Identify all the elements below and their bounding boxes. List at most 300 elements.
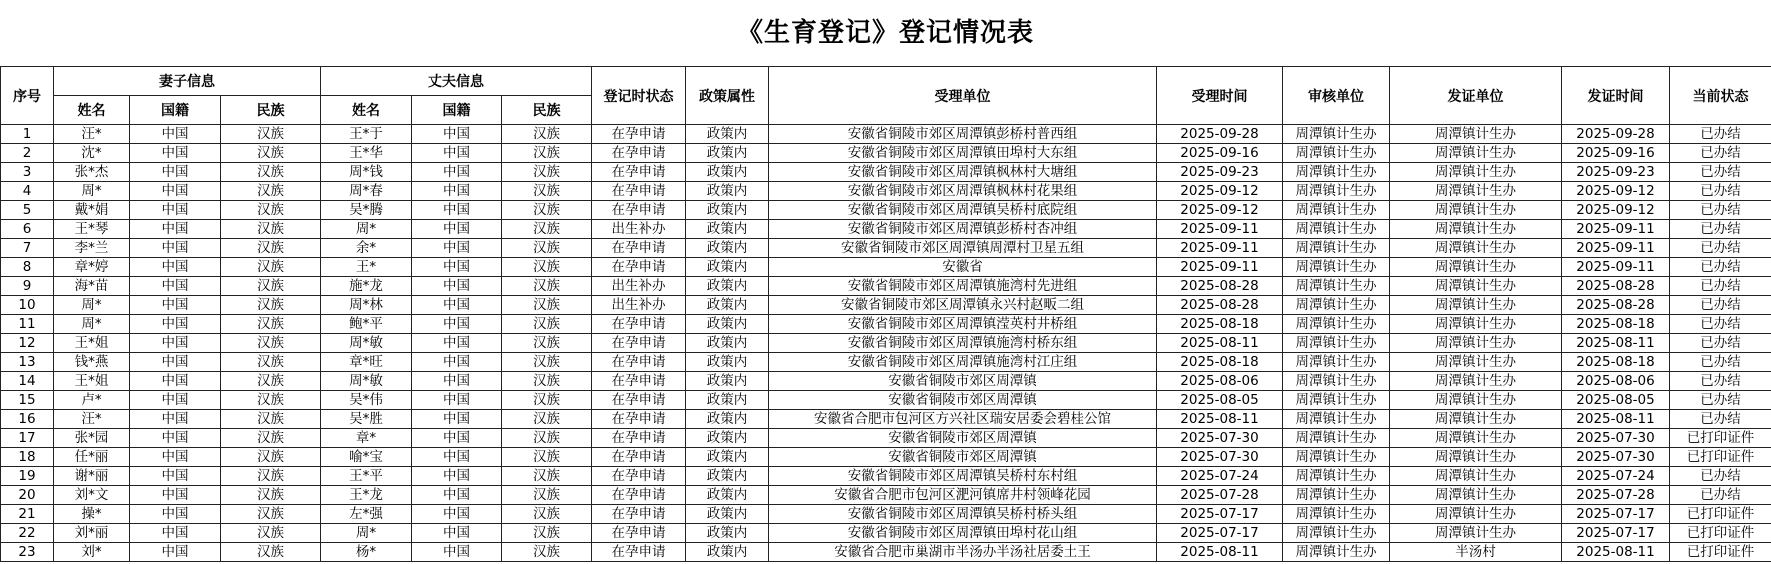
- cell-wife-name: 操*: [54, 505, 130, 524]
- cell-husband-name: 吴*胜: [321, 410, 412, 429]
- table-body: [1, 125, 1771, 562]
- cell-issue-unit: 周潭镇计生办: [1390, 182, 1562, 201]
- cell-wife-ethnicity: 汉族: [221, 239, 321, 258]
- cell-accept-time: 2025-09-11: [1157, 258, 1283, 277]
- table-row: [1, 448, 1771, 467]
- cell-policy: 政策内: [686, 543, 769, 562]
- cell-husband-nationality: 中国: [412, 486, 502, 505]
- cell-reg-status: 在孕申请: [592, 505, 686, 524]
- table-row: [1, 163, 1771, 182]
- cell-reg-status: 出生补办: [592, 296, 686, 315]
- cell-review-unit: 周潭镇计生办: [1283, 144, 1390, 163]
- cell-accept-unit: 安徽省铜陵市郊区周潭镇施湾村桥东组: [769, 334, 1157, 353]
- cell-review-unit: 周潭镇计生办: [1283, 429, 1390, 448]
- cell-issue-time: 2025-08-28: [1562, 296, 1670, 315]
- cell-husband-ethnicity: 汉族: [502, 391, 592, 410]
- cell-wife-name: 李*兰: [54, 239, 130, 258]
- cell-seq: 2: [1, 144, 54, 163]
- cell-husband-nationality: 中国: [412, 239, 502, 258]
- cell-husband-nationality: 中国: [412, 144, 502, 163]
- cell-wife-ethnicity: 汉族: [221, 334, 321, 353]
- table-row: [1, 524, 1771, 543]
- cell-wife-name: 周*: [54, 296, 130, 315]
- cell-accept-unit: 安徽省铜陵市郊区周潭镇田埠村大东组: [769, 144, 1157, 163]
- cell-issue-unit: 周潭镇计生办: [1390, 353, 1562, 372]
- cell-wife-nationality: 中国: [130, 353, 221, 372]
- cell-review-unit: 周潭镇计生办: [1283, 543, 1390, 562]
- table-row: [1, 372, 1771, 391]
- cell-review-unit: 周潭镇计生办: [1283, 201, 1390, 220]
- cell-current-status: 已办结: [1670, 144, 1771, 163]
- cell-wife-ethnicity: 汉族: [221, 543, 321, 562]
- cell-seq: 21: [1, 505, 54, 524]
- cell-issue-unit: 周潭镇计生办: [1390, 258, 1562, 277]
- registration-table: [0, 66, 1771, 562]
- cell-issue-unit: 周潭镇计生办: [1390, 429, 1562, 448]
- cell-review-unit: 周潭镇计生办: [1283, 277, 1390, 296]
- cell-policy: 政策内: [686, 315, 769, 334]
- cell-accept-unit: 安徽省: [769, 258, 1157, 277]
- header-husband-name: 姓名: [321, 96, 412, 125]
- table-row: [1, 258, 1771, 277]
- cell-policy: 政策内: [686, 372, 769, 391]
- cell-issue-unit: 周潭镇计生办: [1390, 486, 1562, 505]
- cell-current-status: 已办结: [1670, 315, 1771, 334]
- cell-issue-unit: 周潭镇计生办: [1390, 467, 1562, 486]
- cell-current-status: 已办结: [1670, 467, 1771, 486]
- cell-wife-nationality: 中国: [130, 429, 221, 448]
- cell-review-unit: 周潭镇计生办: [1283, 334, 1390, 353]
- header-husband-nationality: 国籍: [412, 96, 502, 125]
- cell-issue-time: 2025-08-18: [1562, 315, 1670, 334]
- cell-wife-nationality: 中国: [130, 182, 221, 201]
- cell-husband-ethnicity: 汉族: [502, 163, 592, 182]
- cell-policy: 政策内: [686, 410, 769, 429]
- cell-issue-time: 2025-09-12: [1562, 182, 1670, 201]
- table-row: [1, 334, 1771, 353]
- cell-reg-status: 在孕申请: [592, 429, 686, 448]
- cell-wife-nationality: 中国: [130, 391, 221, 410]
- cell-issue-time: 2025-09-16: [1562, 144, 1670, 163]
- cell-issue-time: 2025-08-11: [1562, 334, 1670, 353]
- cell-husband-nationality: 中国: [412, 125, 502, 144]
- cell-accept-time: 2025-08-11: [1157, 410, 1283, 429]
- cell-issue-time: 2025-07-17: [1562, 524, 1670, 543]
- cell-husband-ethnicity: 汉族: [502, 448, 592, 467]
- cell-wife-name: 王*姐: [54, 372, 130, 391]
- cell-wife-name: 谢*丽: [54, 467, 130, 486]
- cell-issue-time: 2025-09-23: [1562, 163, 1670, 182]
- cell-wife-name: 王*姐: [54, 334, 130, 353]
- cell-seq: 13: [1, 353, 54, 372]
- cell-husband-ethnicity: 汉族: [502, 353, 592, 372]
- cell-accept-time: 2025-08-18: [1157, 353, 1283, 372]
- cell-husband-name: 鲍*平: [321, 315, 412, 334]
- cell-policy: 政策内: [686, 277, 769, 296]
- cell-policy: 政策内: [686, 448, 769, 467]
- cell-accept-unit: 安徽省铜陵市郊区周潭镇田埠村花山组: [769, 524, 1157, 543]
- cell-accept-unit: 安徽省铜陵市郊区周潭镇施湾村先进组: [769, 277, 1157, 296]
- cell-wife-nationality: 中国: [130, 258, 221, 277]
- cell-wife-nationality: 中国: [130, 505, 221, 524]
- cell-husband-nationality: 中国: [412, 410, 502, 429]
- cell-accept-unit: 安徽省铜陵市郊区周潭镇吴桥村桥头组: [769, 505, 1157, 524]
- cell-husband-ethnicity: 汉族: [502, 315, 592, 334]
- table-row: [1, 144, 1771, 163]
- cell-wife-nationality: 中国: [130, 486, 221, 505]
- cell-issue-time: 2025-09-11: [1562, 220, 1670, 239]
- cell-seq: 3: [1, 163, 54, 182]
- cell-husband-name: 王*龙: [321, 486, 412, 505]
- cell-issue-unit: 周潭镇计生办: [1390, 448, 1562, 467]
- cell-reg-status: 在孕申请: [592, 486, 686, 505]
- cell-reg-status: 在孕申请: [592, 163, 686, 182]
- cell-wife-ethnicity: 汉族: [221, 315, 321, 334]
- cell-husband-nationality: 中国: [412, 334, 502, 353]
- cell-accept-unit: 安徽省铜陵市郊区周潭镇吴桥村东村组: [769, 467, 1157, 486]
- header-wife-group: 妻子信息: [54, 67, 321, 96]
- cell-wife-ethnicity: 汉族: [221, 201, 321, 220]
- cell-husband-name: 吴*伟: [321, 391, 412, 410]
- cell-wife-ethnicity: 汉族: [221, 144, 321, 163]
- cell-husband-name: 周*春: [321, 182, 412, 201]
- cell-husband-name: 王*于: [321, 125, 412, 144]
- cell-wife-ethnicity: 汉族: [221, 372, 321, 391]
- cell-policy: 政策内: [686, 163, 769, 182]
- cell-husband-name: 周*敏: [321, 372, 412, 391]
- cell-current-status: 已办结: [1670, 277, 1771, 296]
- cell-current-status: 已办结: [1670, 258, 1771, 277]
- cell-wife-ethnicity: 汉族: [221, 505, 321, 524]
- cell-issue-time: 2025-08-06: [1562, 372, 1670, 391]
- cell-review-unit: 周潭镇计生办: [1283, 182, 1390, 201]
- cell-review-unit: 周潭镇计生办: [1283, 239, 1390, 258]
- cell-reg-status: 在孕申请: [592, 524, 686, 543]
- table-row: [1, 239, 1771, 258]
- cell-current-status: 已办结: [1670, 239, 1771, 258]
- header-accept-unit: 受理单位: [769, 67, 1157, 125]
- cell-wife-name: 张*园: [54, 429, 130, 448]
- cell-wife-ethnicity: 汉族: [221, 353, 321, 372]
- cell-review-unit: 周潭镇计生办: [1283, 220, 1390, 239]
- cell-husband-name: 王*平: [321, 467, 412, 486]
- cell-seq: 9: [1, 277, 54, 296]
- cell-husband-ethnicity: 汉族: [502, 334, 592, 353]
- cell-accept-time: 2025-08-06: [1157, 372, 1283, 391]
- cell-accept-time: 2025-08-11: [1157, 543, 1283, 562]
- cell-issue-unit: 周潭镇计生办: [1390, 220, 1562, 239]
- table-row: [1, 220, 1771, 239]
- cell-reg-status: 在孕申请: [592, 315, 686, 334]
- cell-wife-name: 刘*文: [54, 486, 130, 505]
- cell-husband-ethnicity: 汉族: [502, 182, 592, 201]
- cell-issue-unit: 周潭镇计生办: [1390, 277, 1562, 296]
- cell-accept-time: 2025-09-12: [1157, 201, 1283, 220]
- cell-wife-name: 卢*: [54, 391, 130, 410]
- cell-seq: 4: [1, 182, 54, 201]
- cell-issue-time: 2025-09-11: [1562, 258, 1670, 277]
- cell-husband-nationality: 中国: [412, 201, 502, 220]
- cell-issue-unit: 周潭镇计生办: [1390, 296, 1562, 315]
- cell-husband-ethnicity: 汉族: [502, 144, 592, 163]
- cell-issue-time: 2025-09-11: [1562, 239, 1670, 258]
- cell-issue-unit: 周潭镇计生办: [1390, 163, 1562, 182]
- cell-wife-ethnicity: 汉族: [221, 277, 321, 296]
- cell-wife-name: 刘*丽: [54, 524, 130, 543]
- cell-policy: 政策内: [686, 486, 769, 505]
- cell-wife-nationality: 中国: [130, 144, 221, 163]
- cell-accept-unit: 安徽省铜陵市郊区周潭镇枫林村大塘组: [769, 163, 1157, 182]
- header-wife-nationality: 国籍: [130, 96, 221, 125]
- cell-seq: 11: [1, 315, 54, 334]
- cell-policy: 政策内: [686, 353, 769, 372]
- cell-wife-nationality: 中国: [130, 467, 221, 486]
- cell-husband-nationality: 中国: [412, 467, 502, 486]
- cell-current-status: 已办结: [1670, 201, 1771, 220]
- cell-husband-nationality: 中国: [412, 315, 502, 334]
- cell-reg-status: 在孕申请: [592, 334, 686, 353]
- cell-reg-status: 在孕申请: [592, 410, 686, 429]
- cell-seq: 17: [1, 429, 54, 448]
- cell-seq: 20: [1, 486, 54, 505]
- cell-husband-name: 喻*宝: [321, 448, 412, 467]
- header-issue-unit: 发证单位: [1390, 67, 1562, 125]
- cell-accept-time: 2025-09-11: [1157, 239, 1283, 258]
- cell-issue-unit: 周潭镇计生办: [1390, 334, 1562, 353]
- cell-issue-time: 2025-09-28: [1562, 125, 1670, 144]
- cell-wife-nationality: 中国: [130, 334, 221, 353]
- cell-issue-unit: 周潭镇计生办: [1390, 239, 1562, 258]
- cell-reg-status: 在孕申请: [592, 201, 686, 220]
- cell-current-status: 已打印证件: [1670, 429, 1771, 448]
- cell-husband-name: 吴*腾: [321, 201, 412, 220]
- cell-husband-nationality: 中国: [412, 220, 502, 239]
- cell-wife-nationality: 中国: [130, 239, 221, 258]
- cell-review-unit: 周潭镇计生办: [1283, 467, 1390, 486]
- cell-accept-time: 2025-08-28: [1157, 277, 1283, 296]
- cell-issue-time: 2025-09-12: [1562, 201, 1670, 220]
- cell-review-unit: 周潭镇计生办: [1283, 448, 1390, 467]
- cell-accept-unit: 安徽省铜陵市郊区周潭镇: [769, 391, 1157, 410]
- cell-review-unit: 周潭镇计生办: [1283, 353, 1390, 372]
- cell-wife-ethnicity: 汉族: [221, 125, 321, 144]
- table-row: [1, 391, 1771, 410]
- cell-review-unit: 周潭镇计生办: [1283, 163, 1390, 182]
- cell-seq: 10: [1, 296, 54, 315]
- page-title: 《生育登记》登记情况表: [736, 18, 1034, 48]
- cell-reg-status: 在孕申请: [592, 353, 686, 372]
- cell-husband-nationality: 中国: [412, 524, 502, 543]
- cell-accept-unit: 安徽省铜陵市郊区周潭镇永兴村赵畈二组: [769, 296, 1157, 315]
- cell-current-status: 已打印证件: [1670, 505, 1771, 524]
- cell-accept-time: 2025-07-17: [1157, 505, 1283, 524]
- cell-husband-nationality: 中国: [412, 258, 502, 277]
- cell-husband-ethnicity: 汉族: [502, 467, 592, 486]
- header-accept-time: 受理时间: [1157, 67, 1283, 125]
- cell-husband-ethnicity: 汉族: [502, 201, 592, 220]
- cell-wife-ethnicity: 汉族: [221, 391, 321, 410]
- cell-accept-time: 2025-08-11: [1157, 334, 1283, 353]
- cell-current-status: 已打印证件: [1670, 448, 1771, 467]
- cell-husband-ethnicity: 汉族: [502, 429, 592, 448]
- cell-husband-ethnicity: 汉族: [502, 543, 592, 562]
- cell-husband-ethnicity: 汉族: [502, 505, 592, 524]
- cell-current-status: 已办结: [1670, 486, 1771, 505]
- cell-wife-name: 戴*娟: [54, 201, 130, 220]
- cell-policy: 政策内: [686, 258, 769, 277]
- cell-husband-ethnicity: 汉族: [502, 125, 592, 144]
- cell-wife-name: 钱*燕: [54, 353, 130, 372]
- cell-husband-ethnicity: 汉族: [502, 372, 592, 391]
- cell-accept-time: 2025-09-23: [1157, 163, 1283, 182]
- cell-husband-ethnicity: 汉族: [502, 296, 592, 315]
- cell-husband-name: 左*强: [321, 505, 412, 524]
- table-row: [1, 467, 1771, 486]
- cell-husband-name: 杨*: [321, 543, 412, 562]
- cell-husband-ethnicity: 汉族: [502, 486, 592, 505]
- cell-wife-name: 汪*: [54, 410, 130, 429]
- cell-wife-name: 王*琴: [54, 220, 130, 239]
- cell-wife-ethnicity: 汉族: [221, 486, 321, 505]
- cell-seq: 5: [1, 201, 54, 220]
- cell-issue-time: 2025-08-18: [1562, 353, 1670, 372]
- cell-wife-nationality: 中国: [130, 410, 221, 429]
- cell-reg-status: 在孕申请: [592, 182, 686, 201]
- cell-husband-nationality: 中国: [412, 391, 502, 410]
- cell-issue-unit: 周潭镇计生办: [1390, 524, 1562, 543]
- cell-husband-name: 王*: [321, 258, 412, 277]
- cell-husband-nationality: 中国: [412, 448, 502, 467]
- cell-wife-nationality: 中国: [130, 163, 221, 182]
- cell-wife-nationality: 中国: [130, 543, 221, 562]
- cell-wife-name: 章*婷: [54, 258, 130, 277]
- cell-accept-unit: 安徽省合肥市包河区方兴社区瑞安居委会碧桂公馆: [769, 410, 1157, 429]
- cell-current-status: 已办结: [1670, 220, 1771, 239]
- header-wife-ethnicity: 民族: [221, 96, 321, 125]
- cell-husband-nationality: 中国: [412, 429, 502, 448]
- table-row: [1, 486, 1771, 505]
- cell-husband-ethnicity: 汉族: [502, 524, 592, 543]
- cell-husband-ethnicity: 汉族: [502, 239, 592, 258]
- cell-wife-name: 任*丽: [54, 448, 130, 467]
- cell-seq: 7: [1, 239, 54, 258]
- cell-wife-ethnicity: 汉族: [221, 163, 321, 182]
- cell-accept-time: 2025-07-28: [1157, 486, 1283, 505]
- cell-accept-unit: 安徽省铜陵市郊区周潭镇吴桥村底院组: [769, 201, 1157, 220]
- cell-policy: 政策内: [686, 429, 769, 448]
- cell-issue-time: 2025-07-30: [1562, 448, 1670, 467]
- cell-husband-nationality: 中国: [412, 372, 502, 391]
- header-seq: 序号: [1, 67, 54, 125]
- cell-husband-ethnicity: 汉族: [502, 277, 592, 296]
- cell-issue-time: 2025-07-30: [1562, 429, 1670, 448]
- cell-issue-unit: 周潭镇计生办: [1390, 201, 1562, 220]
- cell-husband-ethnicity: 汉族: [502, 410, 592, 429]
- cell-policy: 政策内: [686, 220, 769, 239]
- cell-reg-status: 在孕申请: [592, 448, 686, 467]
- cell-issue-unit: 周潭镇计生办: [1390, 410, 1562, 429]
- cell-reg-status: 在孕申请: [592, 125, 686, 144]
- cell-current-status: 已打印证件: [1670, 524, 1771, 543]
- header-wife-name: 姓名: [54, 96, 130, 125]
- cell-seq: 14: [1, 372, 54, 391]
- cell-wife-nationality: 中国: [130, 524, 221, 543]
- cell-review-unit: 周潭镇计生办: [1283, 296, 1390, 315]
- table-row: [1, 182, 1771, 201]
- cell-seq: 6: [1, 220, 54, 239]
- cell-review-unit: 周潭镇计生办: [1283, 391, 1390, 410]
- cell-issue-unit: 周潭镇计生办: [1390, 505, 1562, 524]
- cell-wife-name: 汪*: [54, 125, 130, 144]
- cell-policy: 政策内: [686, 524, 769, 543]
- cell-review-unit: 周潭镇计生办: [1283, 524, 1390, 543]
- cell-wife-ethnicity: 汉族: [221, 296, 321, 315]
- table-row: [1, 315, 1771, 334]
- cell-reg-status: 在孕申请: [592, 258, 686, 277]
- table-row: [1, 201, 1771, 220]
- cell-husband-ethnicity: 汉族: [502, 220, 592, 239]
- cell-seq: 1: [1, 125, 54, 144]
- cell-husband-nationality: 中国: [412, 163, 502, 182]
- table-row: [1, 543, 1771, 562]
- cell-husband-name: 周*敏: [321, 334, 412, 353]
- cell-wife-ethnicity: 汉族: [221, 524, 321, 543]
- cell-policy: 政策内: [686, 467, 769, 486]
- table-row: [1, 429, 1771, 448]
- cell-husband-nationality: 中国: [412, 505, 502, 524]
- cell-reg-status: 在孕申请: [592, 543, 686, 562]
- header-current-status: 当前状态: [1670, 67, 1771, 125]
- header-husband-ethnicity: 民族: [502, 96, 592, 125]
- cell-seq: 8: [1, 258, 54, 277]
- cell-reg-status: 出生补办: [592, 220, 686, 239]
- cell-wife-ethnicity: 汉族: [221, 182, 321, 201]
- cell-wife-nationality: 中国: [130, 220, 221, 239]
- cell-review-unit: 周潭镇计生办: [1283, 486, 1390, 505]
- cell-review-unit: 周潭镇计生办: [1283, 505, 1390, 524]
- cell-husband-name: 余*: [321, 239, 412, 258]
- header-policy: 政策属性: [686, 67, 769, 125]
- cell-wife-ethnicity: 汉族: [221, 448, 321, 467]
- cell-current-status: 已办结: [1670, 125, 1771, 144]
- header-reg-status: 登记时状态: [592, 67, 686, 125]
- cell-review-unit: 周潭镇计生办: [1283, 125, 1390, 144]
- cell-husband-name: 周*钱: [321, 163, 412, 182]
- cell-current-status: 已办结: [1670, 182, 1771, 201]
- cell-husband-name: 施*龙: [321, 277, 412, 296]
- cell-current-status: 已打印证件: [1670, 543, 1771, 562]
- cell-accept-time: 2025-08-18: [1157, 315, 1283, 334]
- table-row: [1, 125, 1771, 144]
- table-row: [1, 410, 1771, 429]
- cell-policy: 政策内: [686, 144, 769, 163]
- header-husband-group: 丈夫信息: [321, 67, 592, 96]
- cell-husband-nationality: 中国: [412, 353, 502, 372]
- cell-issue-time: 2025-07-17: [1562, 505, 1670, 524]
- cell-current-status: 已办结: [1670, 410, 1771, 429]
- cell-review-unit: 周潭镇计生办: [1283, 258, 1390, 277]
- cell-current-status: 已办结: [1670, 334, 1771, 353]
- cell-seq: 22: [1, 524, 54, 543]
- cell-accept-time: 2025-07-30: [1157, 448, 1283, 467]
- table-row: [1, 505, 1771, 524]
- cell-wife-nationality: 中国: [130, 125, 221, 144]
- table-row: [1, 277, 1771, 296]
- cell-issue-unit: 半汤村: [1390, 543, 1562, 562]
- cell-issue-unit: 周潭镇计生办: [1390, 315, 1562, 334]
- header-review-unit: 审核单位: [1283, 67, 1390, 125]
- cell-review-unit: 周潭镇计生办: [1283, 410, 1390, 429]
